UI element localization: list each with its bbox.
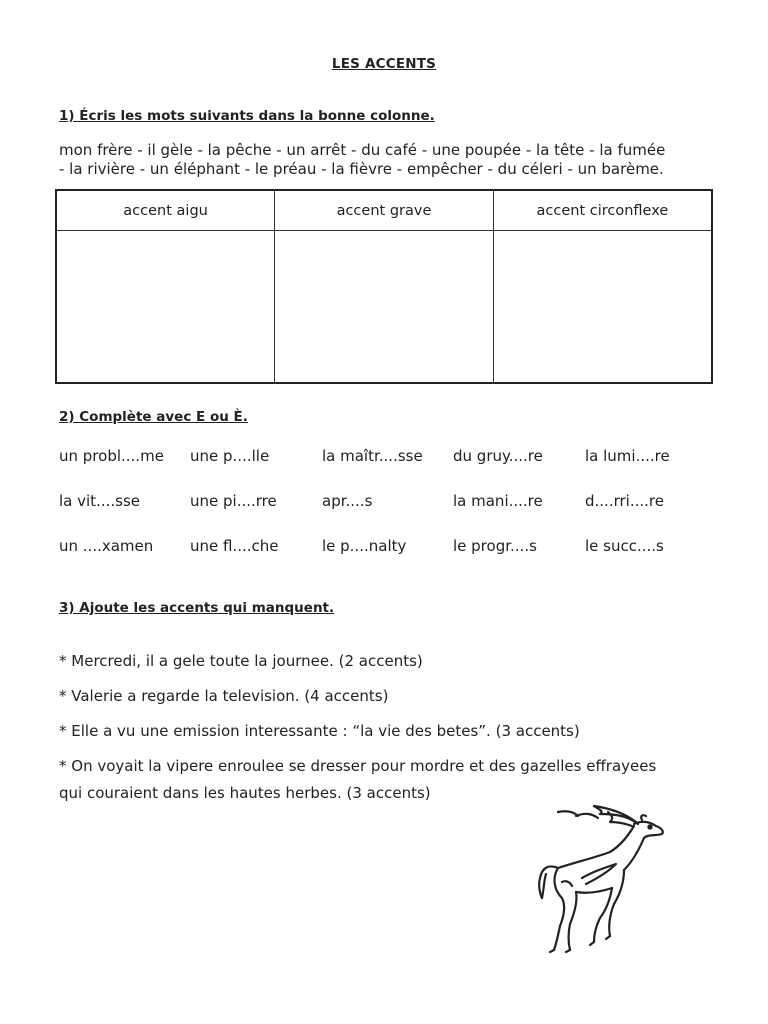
column-header-circonflexe: accent circonflexe: [493, 190, 712, 231]
fill-item: un ....xamen: [59, 537, 154, 555]
sorting-table: [55, 189, 713, 384]
fill-item: une fl....che: [190, 537, 279, 555]
fill-item: une p....lle: [190, 447, 270, 465]
sentence-4-continued: qui couraient dans les hautes herbes. (3 accents): [59, 784, 431, 802]
antelope-icon: [528, 802, 673, 961]
answer-cell-grave[interactable]: [275, 231, 494, 384]
exercise-1-heading: 1) Écris les mots suivants dans la bonne colonne.: [59, 108, 435, 124]
fill-item: la maîtr....sse: [322, 447, 423, 465]
sentence-3: * Elle a vu une emission interessante : “la vie des betes”. (3 accents): [59, 722, 580, 740]
page-title: LES ACCENTS: [331, 56, 437, 72]
word-list-line-1: mon frère - il gèle - la pêche - un arrêt - du café - une poupée - la tête - la fumée: [59, 141, 666, 159]
answer-cell-circonflexe[interactable]: [493, 231, 712, 384]
fill-item: d....rri....re: [585, 492, 664, 510]
sentence-4: * On voyait la vipere enroulee se dresser pour mordre et des gazelles effrayees: [59, 757, 657, 775]
fill-item: la mani....re: [453, 492, 543, 510]
exercise-3-heading: 3) Ajoute les accents qui manquent.: [59, 600, 335, 616]
fill-item: le progr....s: [453, 537, 537, 555]
exercise-2-heading: 2) Complète avec E ou È.: [59, 409, 248, 425]
word-list-line-2: - la rivière - un éléphant - le préau - la fièvre - empêcher - du céleri - un barème.: [59, 160, 664, 178]
fill-item: la lumi....re: [585, 447, 670, 465]
fill-item: le p....nalty: [322, 537, 407, 555]
sentence-1: * Mercredi, il a gele toute la journee. (2 accents): [59, 652, 423, 670]
fill-item: une pi....rre: [190, 492, 277, 510]
fill-item: du gruy....re: [453, 447, 543, 465]
fill-item: apr....s: [322, 492, 373, 510]
fill-item: un probl....me: [59, 447, 164, 465]
fill-item: la vit....sse: [59, 492, 140, 510]
column-header-aigu: accent aigu: [56, 190, 275, 231]
answer-cell-aigu[interactable]: [56, 231, 275, 384]
sentence-2: * Valerie a regarde la television. (4 accents): [59, 687, 389, 705]
fill-item: le succ....s: [585, 537, 664, 555]
column-header-grave: accent grave: [275, 190, 494, 231]
